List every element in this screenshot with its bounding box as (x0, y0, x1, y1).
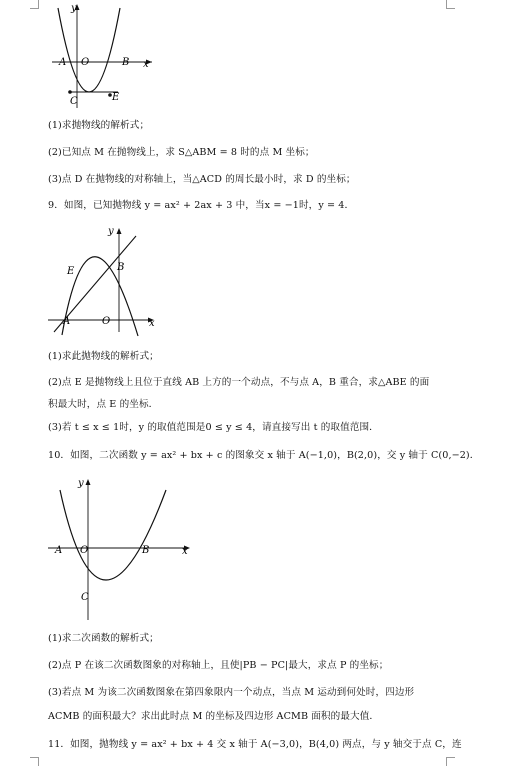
q9-stem: 9．如图，已知抛物线 y = ax² + 2ax + 3 中，当x = −1时，y = 4． (48, 200, 355, 211)
fig3-label-y: y (78, 478, 84, 489)
fig1-label-o: O (81, 57, 90, 68)
fig2-label-e: E (67, 266, 75, 277)
fig3-label-b: B (142, 545, 150, 556)
q9-part1: (1)求此抛物线的解析式； (48, 351, 159, 362)
q10-stem: 10．如图，二次函数 y = ax² + bx + c 的图象交 x 轴于 A(−1,0)，B(2,0)，交 y 轴于 C(0,−2)． (48, 450, 480, 461)
fig1-label-y: y (71, 3, 77, 14)
figure-parabola-q10 (46, 474, 196, 622)
q9-part2-line2: 积最大时，点 E 的坐标． (48, 399, 159, 410)
q10-part1: (1)求二次函数的解析式； (48, 633, 159, 644)
q8-part1: (1)求抛物线的解析式； (48, 120, 150, 131)
q10-part3-line1: (3)若点 M 为该二次函数图象在第四象限内一个动点，当点 M 运动到何处时，四边形 (48, 687, 415, 698)
fig1-label-c: C (70, 96, 78, 107)
q11-stem: 11．如图，抛物线 y = ax² + bx + 4 交 x 轴于 A(−3,0)，B(4,0) 两点，与 y 轴交于点 C，连 (48, 739, 462, 750)
figure-parabola-q9 (46, 222, 166, 340)
fig1-label-a: A (59, 57, 67, 68)
fig2-label-a: A (63, 316, 71, 327)
fig3-label-c: C (81, 592, 89, 603)
q9-part3: (3)若 t ≤ x ≤ 1时，y 的取值范围是0 ≤ y ≤ 4，请直接写出 t 的取值范围． (48, 422, 379, 433)
fig1-label-x: x (143, 59, 149, 70)
figure-parabola-q8 (52, 0, 162, 112)
q8-part3: (3)点 D 在抛物线的对称轴上，当△ACD 的周长最小时，求 D 的坐标； (48, 174, 356, 185)
fig2-label-y: y (108, 226, 114, 237)
fig1-label-e: E (112, 92, 120, 103)
fig1-label-b: B (122, 57, 130, 68)
fig3-label-x: x (182, 546, 188, 557)
fig3-label-o: O (80, 545, 89, 556)
q8-part2: (2)已知点 M 在抛物线上，求 S△ABM = 8 时的点 M 坐标； (48, 147, 315, 158)
q10-part3-line2: ACMB 的面积最大？求出此时点 M 的坐标及四边形 ACMB 面积的最大值． (48, 711, 380, 722)
fig2-label-b: B (117, 262, 125, 273)
fig2-label-o: O (102, 316, 111, 327)
fig3-label-a: A (55, 545, 63, 556)
page-corner-top-right (446, 0, 455, 9)
page-corner-top-left (30, 0, 39, 9)
q9-part2-line1: (2)点 E 是抛物线上且位于直线 AB 上方的一个动点，不与点 A，B 重合，求△ABE 的面 (48, 377, 430, 388)
q10-part2: (2)点 P 在该二次函数图象的对称轴上，且使|PB − PC|最大，求点 P 的坐标； (48, 660, 389, 671)
fig2-label-x: x (149, 318, 155, 329)
